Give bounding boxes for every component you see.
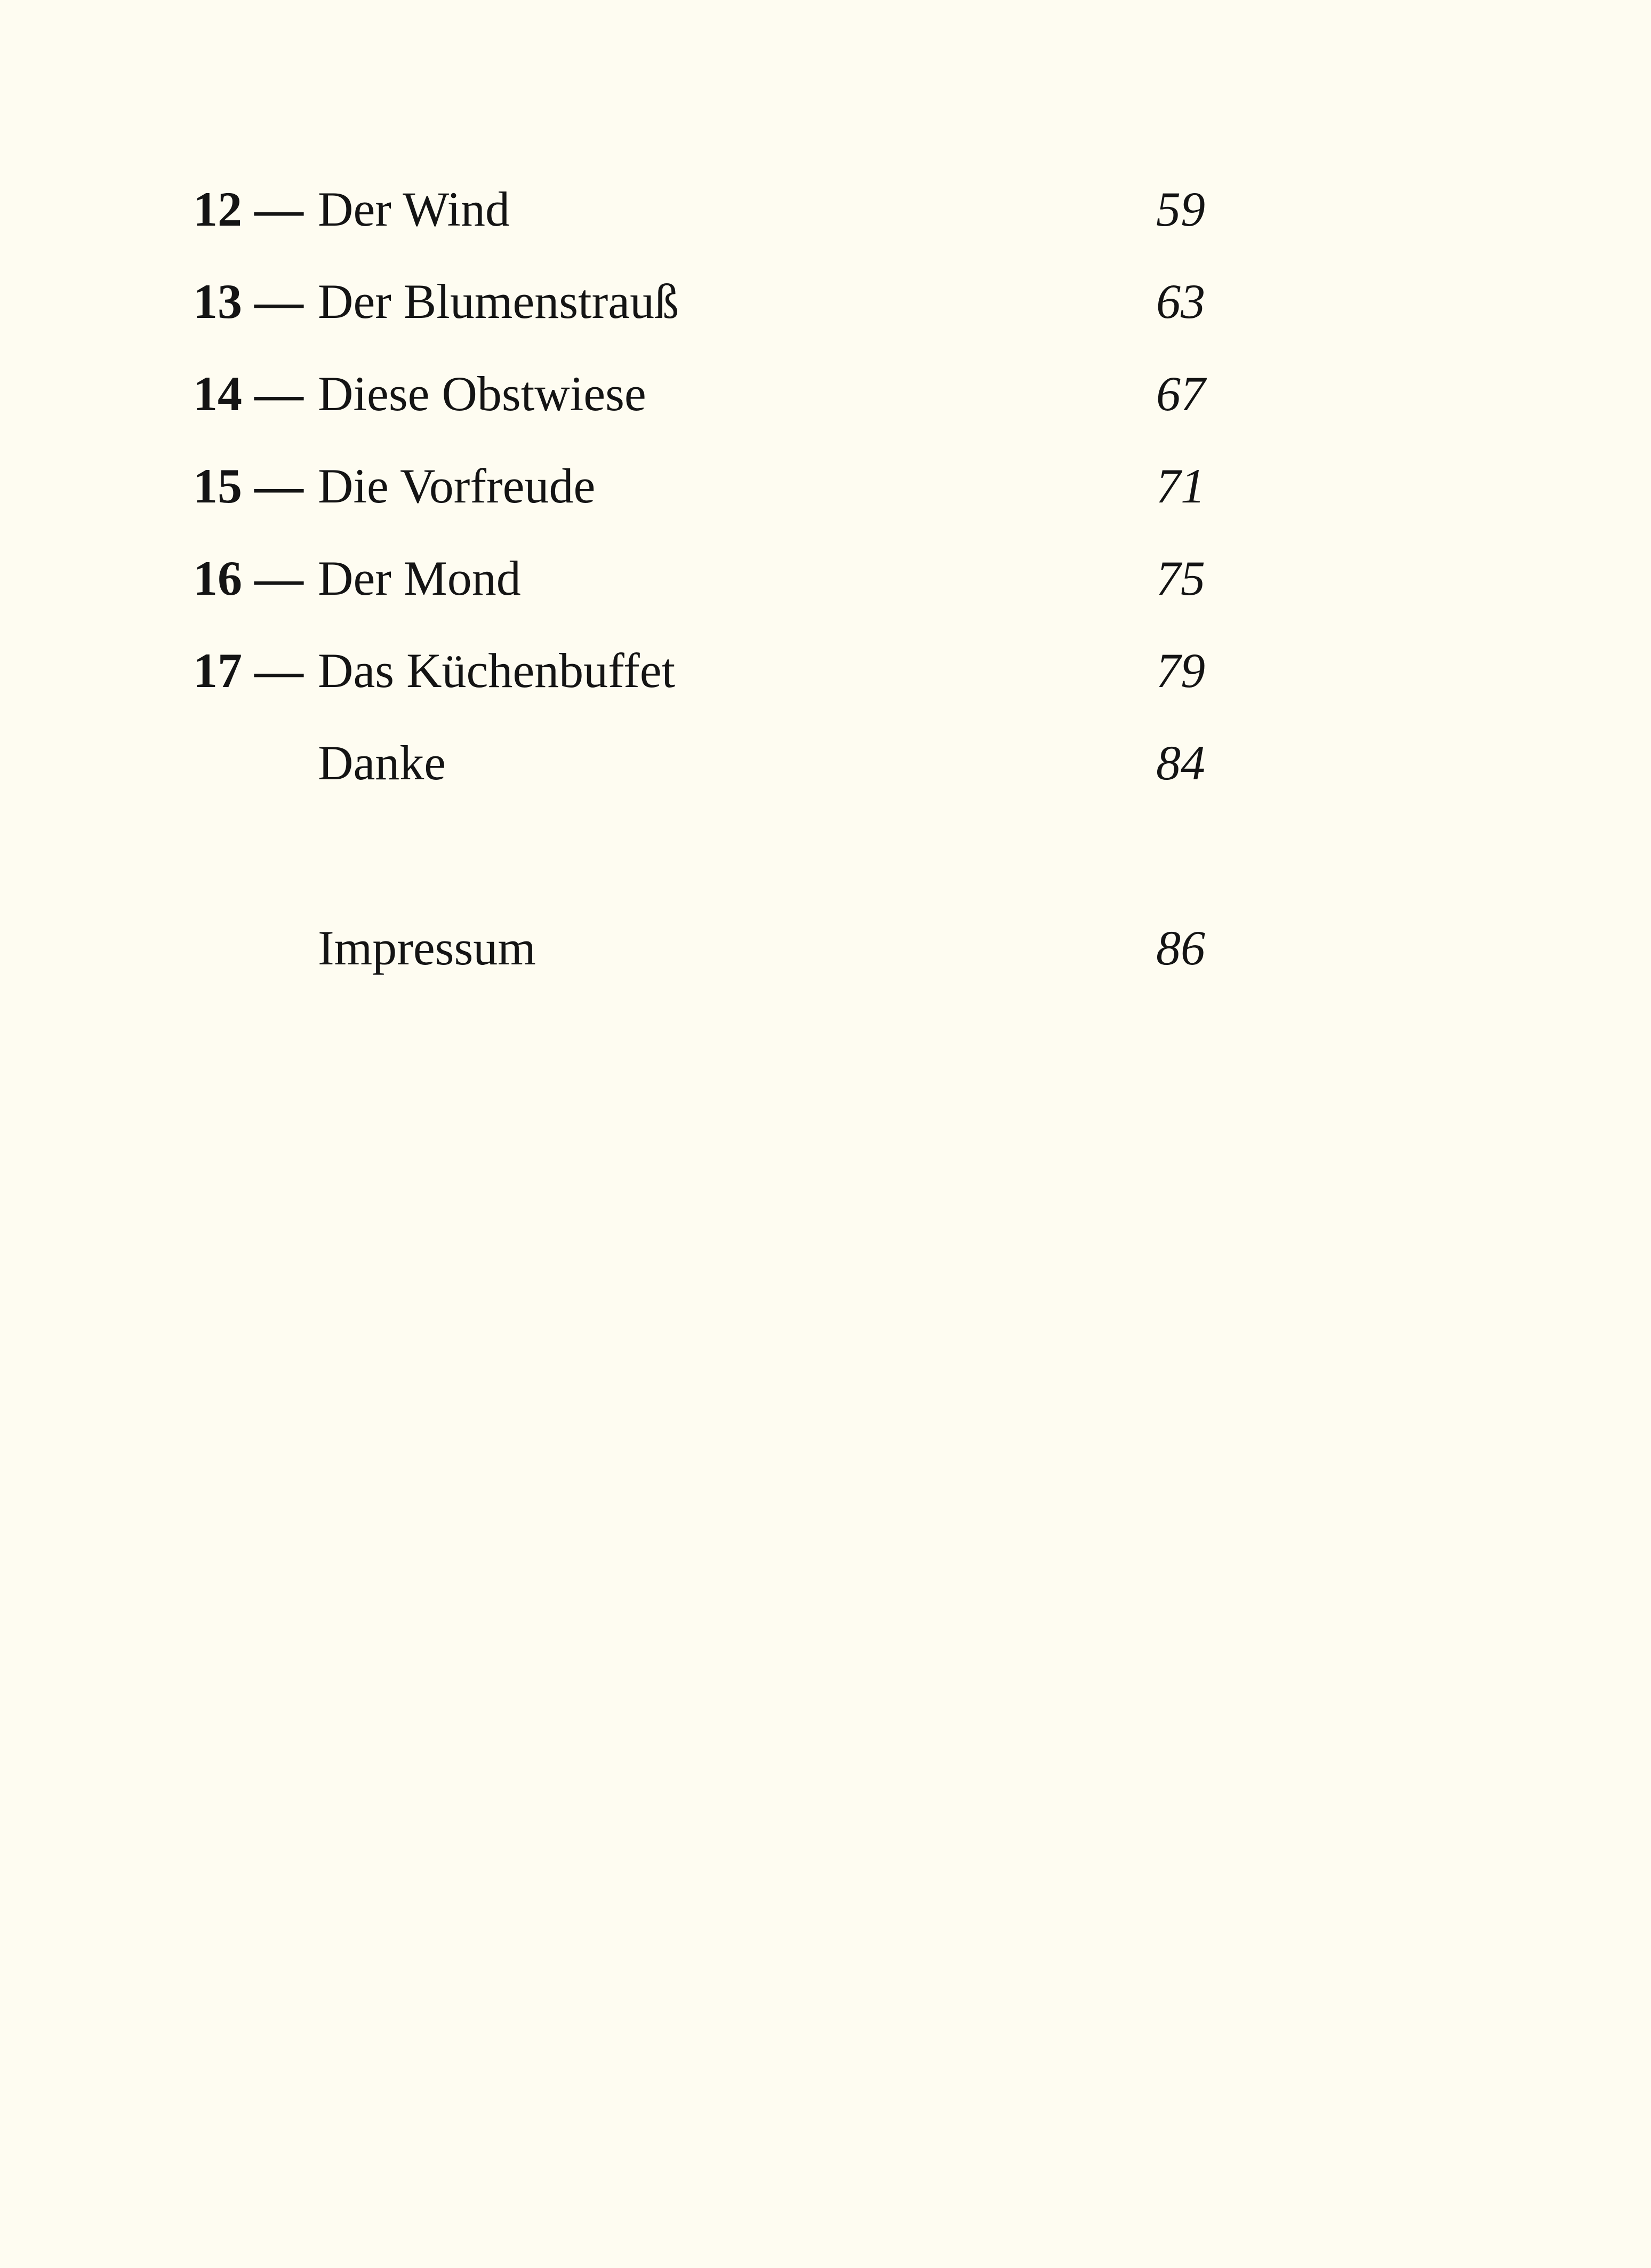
toc-entry-die-vorfreude[interactable] — [0, 446, 1651, 526]
toc-entry-der-blumenstrauss[interactable] — [0, 261, 1651, 341]
chapter-title: Impressum — [318, 921, 536, 975]
chapter-title: Der Mond — [318, 551, 521, 605]
chapter-title: Der Blumenstrauß — [318, 274, 679, 329]
chapter-number: 17 — — [193, 643, 303, 698]
chapter-title: Der Wind — [318, 182, 510, 236]
page-number: 79 — [1156, 643, 1205, 698]
toc-entry-danke[interactable] — [0, 723, 1651, 803]
toc-entry-impressum[interactable] — [0, 908, 1651, 988]
chapter-number: 15 — — [193, 459, 303, 513]
toc-entry-diese-obstwiese[interactable] — [0, 354, 1651, 434]
chapter-title: Danke — [318, 736, 446, 790]
chapter-number: 14 — — [193, 366, 303, 421]
toc-entry-der-mond[interactable] — [0, 538, 1651, 618]
chapter-number: 12 — — [193, 182, 303, 236]
chapter-title: Diese Obstwiese — [318, 366, 646, 421]
toc-entry-der-wind[interactable] — [0, 169, 1651, 249]
chapter-title: Das Küchenbuffet — [318, 643, 676, 698]
page-number: 63 — [1156, 274, 1205, 329]
page-number: 71 — [1156, 459, 1205, 513]
page-number: 86 — [1156, 921, 1205, 975]
page-number: 84 — [1156, 736, 1205, 790]
chapter-number: 13 — — [193, 274, 303, 329]
chapter-title: Die Vorfreude — [318, 459, 596, 513]
chapter-number: 16 — — [193, 551, 303, 605]
page-number: 75 — [1156, 551, 1205, 605]
toc-entry-das-kuechenbuffet[interactable] — [0, 630, 1651, 710]
page-number: 67 — [1156, 366, 1205, 421]
page-number: 59 — [1156, 182, 1205, 236]
